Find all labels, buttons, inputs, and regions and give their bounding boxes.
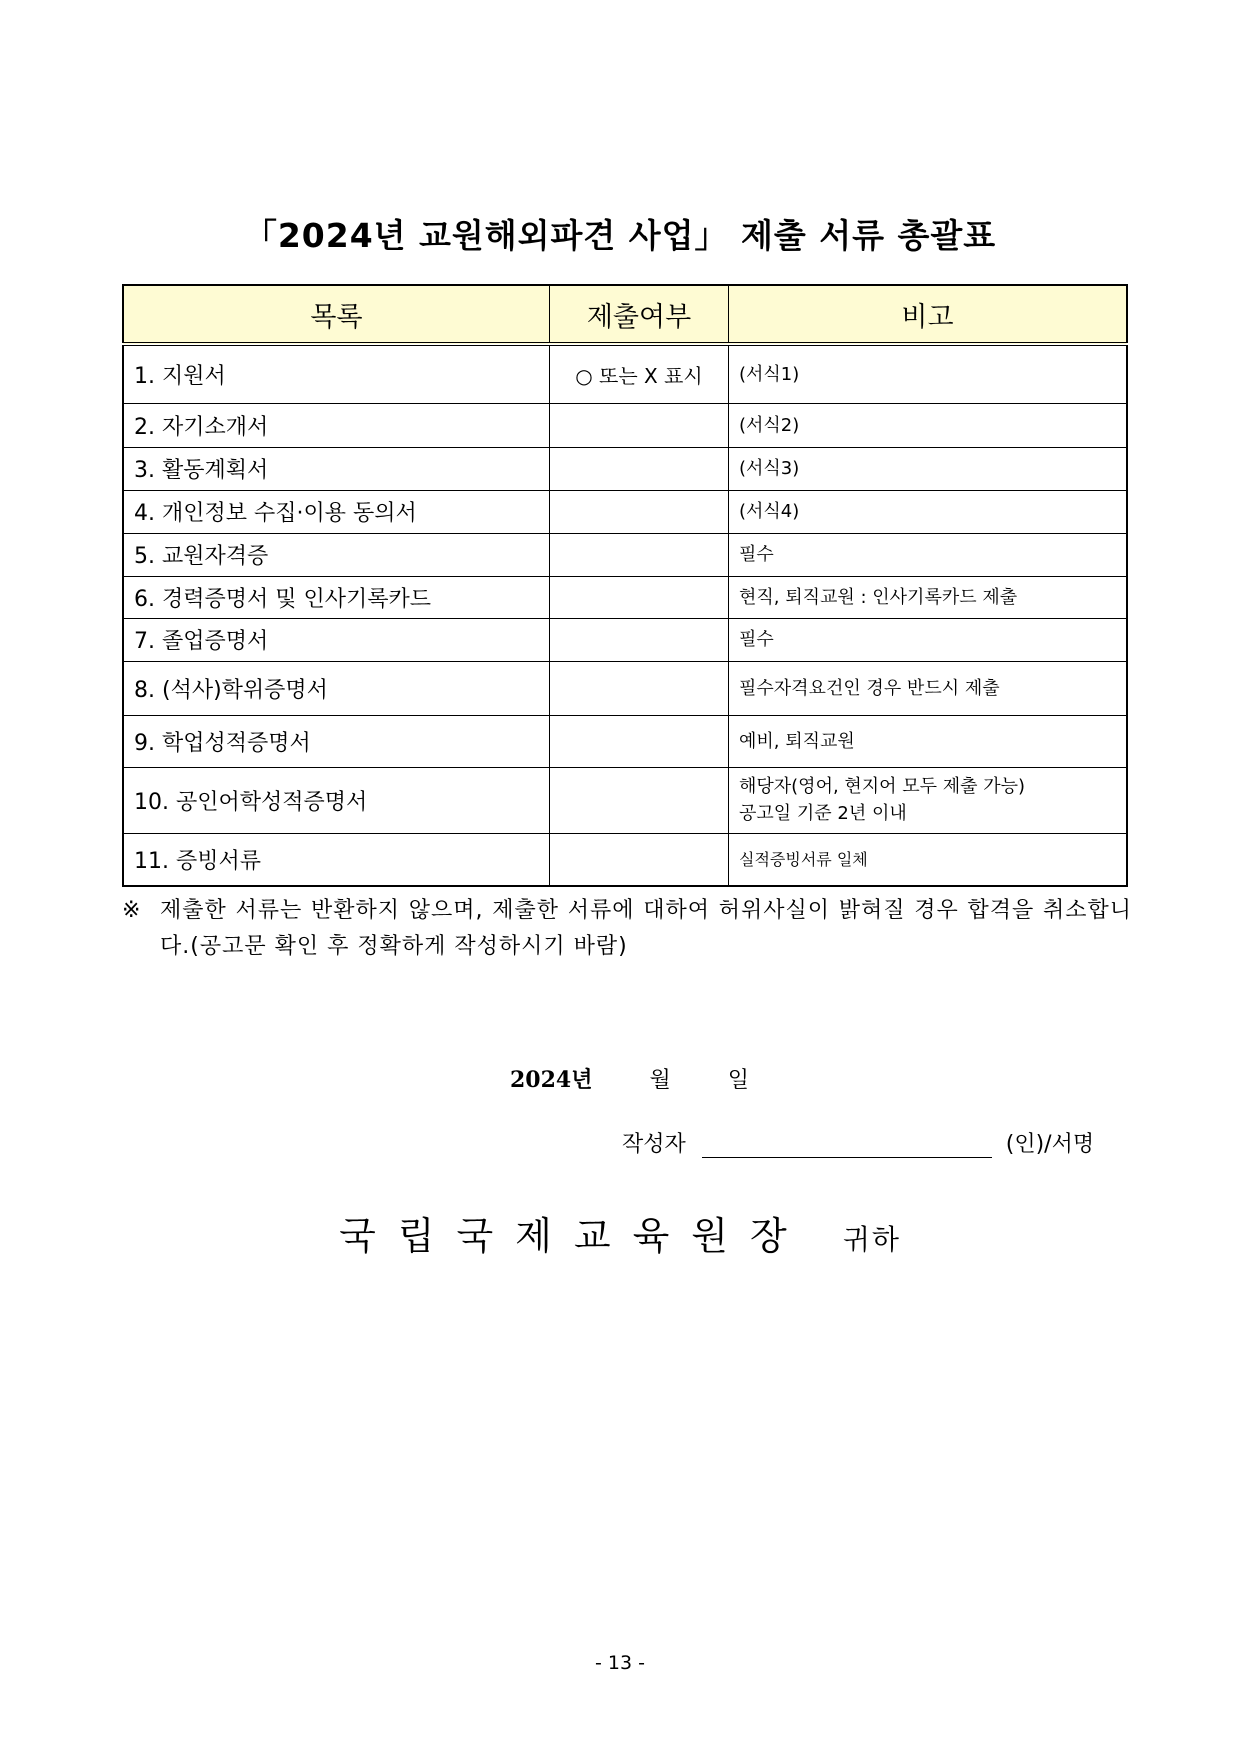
row-remarks: (서식1) (729, 344, 1128, 403)
signature-field[interactable] (702, 1131, 992, 1158)
row-item: 10. 공인어학성적증명서 (123, 767, 550, 833)
date-year: 2024년 (510, 1067, 593, 1093)
submission-table (122, 284, 1128, 887)
table-row (123, 833, 1127, 886)
date-line (510, 1063, 749, 1094)
row-submitted[interactable] (550, 767, 729, 833)
row-submitted[interactable] (550, 403, 729, 447)
row-remarks: 현직, 퇴직교원 : 인사기록카드 제출 (729, 576, 1128, 618)
row-submitted[interactable] (550, 447, 729, 490)
notice-mark: ※ (122, 898, 142, 923)
row-submitted[interactable] (550, 715, 729, 767)
recipient-name: 국립국제교육원장 (339, 1214, 809, 1258)
row-item: 6. 경력증명서 및 인사기록카드 (123, 576, 550, 618)
table-row (123, 447, 1127, 490)
header-submitted: 제출여부 (550, 285, 729, 344)
recipient (0, 1205, 1240, 1260)
table-row (123, 618, 1127, 661)
row-item: 2. 자기소개서 (123, 403, 550, 447)
author-line (622, 1127, 1094, 1158)
row-item: 8. (석사)학위증명서 (123, 661, 550, 715)
row-item: 11. 증빙서류 (123, 833, 550, 886)
table-row (123, 715, 1127, 767)
table-row (123, 344, 1127, 403)
row-remarks: (서식4) (729, 490, 1128, 533)
date-month: 월 (649, 1068, 671, 1093)
row-item: 3. 활동계획서 (123, 447, 550, 490)
row-remarks: 필수 (729, 618, 1128, 661)
table-row (123, 661, 1127, 715)
recipient-suffix: 귀하 (842, 1223, 901, 1256)
row-item: 7. 졸업증명서 (123, 618, 550, 661)
row-item: 1. 지원서 (123, 344, 550, 403)
notice-text: 제출한 서류는 반환하지 않으며, 제출한 서류에 대하여 허위사실이 밝혀질 경우 합격을 취소합니다.(공고문 확인 후 정확하게 작성하시기 바람) (160, 898, 1132, 959)
table-row (123, 490, 1127, 533)
row-remarks: 필수자격요건인 경우 반드시 제출 (729, 661, 1128, 715)
row-submitted[interactable] (550, 533, 729, 576)
table-row (123, 403, 1127, 447)
header-remarks: 비고 (729, 285, 1128, 344)
table-row (123, 767, 1127, 833)
author-label: 작성자 (622, 1132, 686, 1157)
table-row (123, 576, 1127, 618)
row-submitted[interactable] (550, 833, 729, 886)
row-remarks: 실적증빙서류 일체 (729, 833, 1128, 886)
row-item: 5. 교원자격증 (123, 533, 550, 576)
row-remarks: 해당자(영어, 현지어 모두 제출 가능) 공고일 기준 2년 이내 (729, 767, 1128, 833)
notice (122, 893, 1132, 965)
row-item: 9. 학업성적증명서 (123, 715, 550, 767)
page-number: - 13 - (595, 1652, 645, 1674)
row-remarks: (서식2) (729, 403, 1128, 447)
row-remarks: (서식3) (729, 447, 1128, 490)
header-list: 목록 (123, 285, 550, 344)
row-remarks: 필수 (729, 533, 1128, 576)
row-submitted[interactable]: ○ 또는 X 표시 (550, 344, 729, 403)
row-submitted[interactable] (550, 618, 729, 661)
row-submitted[interactable] (550, 490, 729, 533)
date-day: 일 (727, 1068, 750, 1093)
row-submitted[interactable] (550, 661, 729, 715)
row-item: 4. 개인정보 수집·이용 동의서 (123, 490, 550, 533)
row-remarks: 예비, 퇴직교원 (729, 715, 1128, 767)
seal-label: (인)/서명 (1005, 1132, 1095, 1157)
table-row (123, 533, 1127, 576)
document-title: 「2024년 교원해외파견 사업」 제출 서류 총괄표 (243, 216, 997, 255)
row-submitted[interactable] (550, 576, 729, 618)
